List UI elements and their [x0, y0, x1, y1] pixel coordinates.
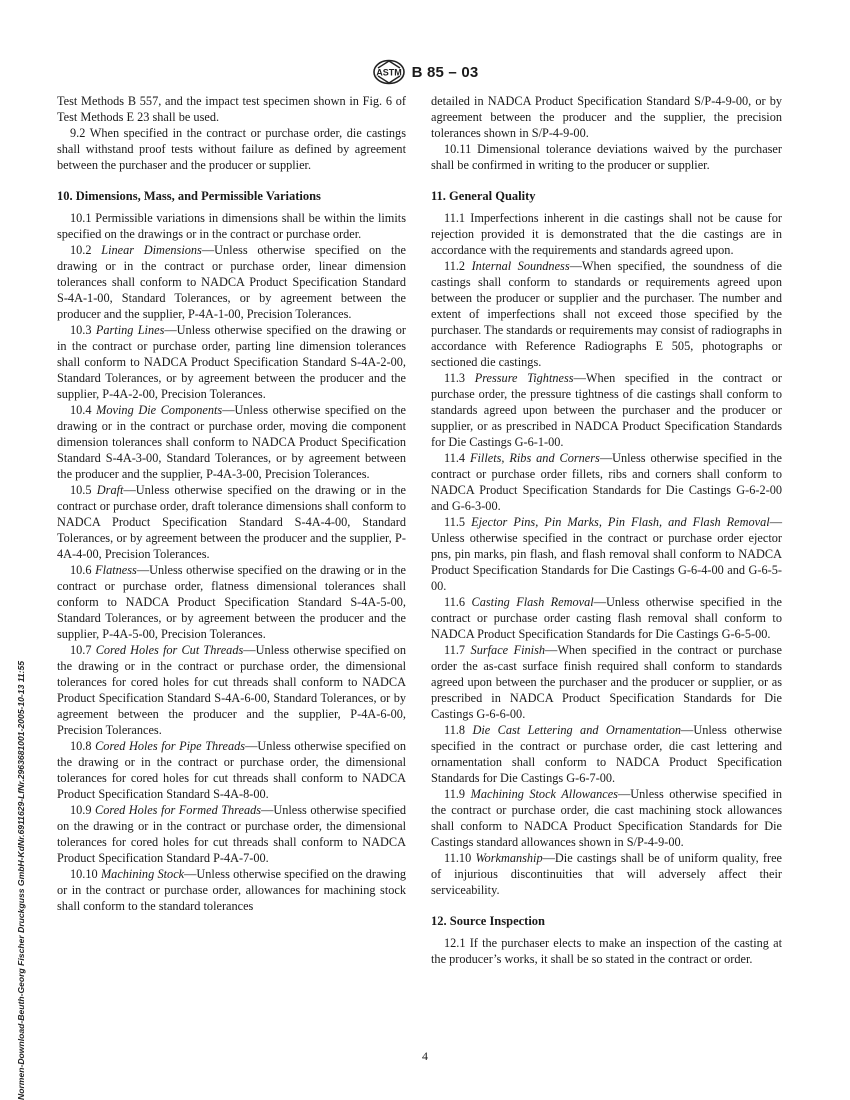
paragraph-12-1: 12.1 If the purchaser elects to make an inspection of the casting at the producer’s works, it shall be so stated in the contract or order.: [431, 936, 782, 966]
clause-body: —Unless otherwise specified in the contract or purchase order fillets, ribs and corners shall conform to NADCA Product Specification Standards for Die Castings G-6-2-00 and G-6-3-00.: [431, 451, 782, 513]
paragraph-11-6: [431, 594, 782, 642]
clause-title: Casting Flash Removal: [471, 595, 594, 609]
clause-title: Parting Lines: [95, 323, 165, 337]
clause-number: 11.9: [444, 787, 466, 801]
paragraph-11-8: [431, 722, 782, 786]
download-stamp: [12, 580, 26, 1100]
clause-number: 10.5: [70, 483, 92, 497]
page-header: [0, 58, 850, 86]
left-column: [57, 93, 406, 914]
clause-title: Internal Soundness: [471, 259, 570, 273]
clause-body: —Unless otherwise specified on the drawing or in the contract or purchase order, draft tolerance dimensions shall conform to NADCA Product Specification Standard S-4A-4-00, Standard Tolerances, or by agreement between the producer and the supplier, P-4A-4-00, Precision Tolerances.: [57, 483, 406, 561]
paragraph-11-2: [431, 258, 782, 370]
paragraph-10-5: [57, 482, 406, 562]
astm-logo-icon: [372, 59, 406, 85]
clause-title: Workmanship: [475, 851, 543, 865]
paragraph-11-9: [431, 786, 782, 850]
clause-number: 11.6: [444, 595, 466, 609]
clause-body: —When specified, the soundness of die castings shall conform to standards or requirements agreed upon between the producer or supplier and the purchaser. The number and extent of imperfections shall not exceed those specified by the purchaser. The standards or requirements may consist of radiographs in accordance with Reference Radiographs E 505, photographs or sectioned die castings.: [431, 259, 782, 369]
clause-number: 11.5: [444, 515, 466, 529]
clause-title: Die Cast Lettering and Ornamentation: [472, 723, 682, 737]
clause-body: —Unless otherwise specified on the drawing or in the contract or purchase order, the dimensional tolerances for cored holes for cut threads shall conform to NADCA Product Specification Standard S-4A-6-00, Standard Tolerances, or by agreement between the producer and the supplier, P-4A-6-00, Precision Tolerances.: [57, 643, 406, 737]
paragraph-10-3: [57, 322, 406, 402]
clause-body: —Unless otherwise specified in the contract or purchase order, die cast machining stock allowances shall conform to NADCA Product Specification Standards for Die Castings standard allowances shown in S/P-4-9-00.: [431, 787, 783, 849]
right-column: [431, 93, 782, 967]
clause-number: 10.8: [70, 739, 92, 753]
clause-body: —Unless otherwise specified on the drawing or in the contract or purchase order, parting line dimension tolerances shall conform to NADCA Product Specification Standard S-4A-2-00, Standard Tolerances, or by agreement between the producer and the supplier, P-4A-2-00, Precision Tolerances.: [57, 323, 407, 401]
clause-body: —Unless otherwise specified on the drawing or in the contract or purchase order, linear dimension tolerances shall conform to NADCA Product Specification Standard S-4A-1-00, Standard Tolerances, or by agreement between the producer and the supplier, P-4A-1-00, Precision Tolerances.: [57, 243, 406, 321]
clause-body: —Unless otherwise specified on the drawing or in the contract or purchase order, flatness dimensional tolerances shall conform to NADCA Product Specification Standard S-4A-5-00, Standard Tolerances, or by agreement between the producer and the supplier, P-4A-5-00, Precision Tolerances.: [57, 563, 406, 641]
page-number: 4: [422, 1049, 428, 1063]
clause-title: Pressure Tightness: [474, 371, 574, 385]
clause-number: 10.7: [70, 643, 92, 657]
clause-number: 11.7: [444, 643, 466, 657]
paragraph-10-4: [57, 402, 406, 482]
paragraph-11-5: [431, 514, 782, 594]
paragraph-11-1: 11.1 Imperfections inherent in die castings shall not be cause for rejection provided it is demonstrated that the die castings are in accordance with the requirements and standards agreed upon.: [431, 211, 782, 257]
clause-number: 10.4: [70, 403, 92, 417]
paragraph-9-2: 9.2 When specified in the contract or purchase order, die castings shall withstand proof tests without failure as defined by agreement between the purchaser and the producer or supplier.: [57, 126, 406, 172]
clause-title: Cored Holes for Cut Threads: [95, 643, 244, 657]
clause-body: —Unless otherwise specified in the contract or purchase order casting flash removal shall conform to NADCA Product Specification Standards for Die Castings G-6-5-00.: [431, 595, 782, 641]
paragraph-continuation: Test Methods B 557, and the impact test specimen shown in Fig. 6 of Test Methods E 23 shall be used.: [57, 94, 406, 124]
paragraph-10-7: [57, 642, 406, 738]
paragraph-11-10: [431, 850, 782, 898]
clause-title: Moving Die Components: [96, 403, 223, 417]
download-stamp-text: Normen-Download-Beuth-Georg Fischer Druckguss GmbH-KdNr.6911629-LfNr.2963681001-2005-10-13 11:55: [16, 660, 26, 1100]
paragraph-10-8: [57, 738, 406, 802]
section-heading-12: 12. Source Inspection: [431, 914, 546, 928]
svg-text:ASTM: ASTM: [375, 67, 402, 78]
clause-title: Surface Finish: [470, 643, 546, 657]
paragraph-10-9: [57, 802, 406, 866]
paragraph-11-4: [431, 450, 782, 514]
clause-body: —Die castings shall be of uniform quality, free of injurious discontinuities that will adversely affect their serviceability.: [431, 851, 782, 897]
paragraph-continuation: detailed in NADCA Product Specification Standard S/P-4-9-00, or by agreement between the producer and the supplier, the precision tolerances shown in S/P-4-9-00.: [431, 94, 782, 140]
section-heading-11: 11. General Quality: [431, 189, 536, 203]
paragraph-10-6: [57, 562, 406, 642]
clause-title: Ejector Pins, Pin Marks, Pin Flash, and Flash Removal: [471, 515, 770, 529]
paragraph-10-1: 10.1 Permissible variations in dimensions shall be within the limits specified on the drawings or in the contract or purchase order.: [57, 211, 406, 241]
clause-number: 10.10: [70, 867, 98, 881]
paragraph-11-3: [431, 370, 782, 450]
section-heading-10: 10. Dimensions, Mass, and Permissible Variations: [57, 189, 321, 203]
clause-number: 11.2: [444, 259, 466, 273]
clause-number: 10.2: [70, 243, 92, 257]
clause-body: —When specified in the contract or purchase order the as-cast surface finish required shall conform to standards agreed upon between the purchaser and the producer or supplier, or as prescribed in NADCA Product Specification Standards for Die Castings G-6-6-00.: [431, 643, 782, 721]
clause-number: 11.10: [444, 851, 472, 865]
clause-title: Cored Holes for Formed Threads: [95, 803, 262, 817]
clause-title: Machining Stock: [100, 867, 185, 881]
clause-body: —Unless otherwise specified in the contract or purchase order, die cast lettering and ornamentation shall conform to NADCA Product Specification Standards for Die Castings G-6-7-00.: [431, 723, 783, 785]
clause-number: 10.6: [70, 563, 92, 577]
paragraph-10-11: 10.11 Dimensional tolerance deviations waived by the purchaser shall be confirmed in writing to the producer or supplier.: [431, 142, 782, 172]
clause-number: 11.8: [444, 723, 466, 737]
clause-body: —Unless otherwise specified on the drawing or in the contract or purchase order, the dimensional tolerances for cored holes for cut threads shall conform to NADCA Product Specification Standard P-4A-7-00.: [57, 803, 406, 865]
clause-body: —Unless otherwise specified on the drawing or in the contract or purchase order, the dimensional tolerances for cored holes for cut threads shall conform to NADCA Product Specification Standard S-4A-8-00.: [57, 739, 407, 801]
clause-title: Linear Dimensions: [101, 243, 202, 257]
paragraph-10-10: [57, 866, 406, 914]
clause-title: Flatness: [95, 563, 137, 577]
paragraph-10-2: [57, 242, 406, 322]
clause-body: —Unless otherwise specified on the drawing or in the contract or purchase order, allowances for machining stock shall conform to the standard tolerances: [57, 867, 406, 913]
clause-body: —When specified in the contract or purchase order, the pressure tightness of die castings shall conform to standards agreed upon between the purchaser and the producer or supplier, or as prescribed in NADCA Product Specification Standards for Die Castings G-6-1-00.: [431, 371, 783, 449]
clause-number: 10.9: [70, 803, 92, 817]
clause-title: Cored Holes for Pipe Threads: [95, 739, 246, 753]
clause-number: 11.3: [444, 371, 466, 385]
clause-number: 10.3: [70, 323, 92, 337]
clause-number: 11.4: [444, 451, 466, 465]
clause-body: —Unless otherwise specified on the drawing or in the contract or purchase order, moving die component dimension tolerances shall conform to NADCA Product Specification Standard S-4A-3-00, Standard Tolerances, or by agreement between the producer and the supplier, P-4A-3-00, Precision Tolerances.: [57, 403, 406, 481]
paragraph-11-7: [431, 642, 782, 722]
clause-title: Draft: [96, 483, 124, 497]
clause-title: Machining Stock Allowances: [470, 787, 618, 801]
clause-title: Fillets, Ribs and Corners: [469, 451, 600, 465]
clause-body: —Unless otherwise specified in the contract or purchase order ejector pns, pin marks, pin flash, and flash removal shall conform to NADCA Product Specification Standards for Die Castings G-6-4-00 and G-6-5-00.: [431, 515, 782, 593]
standard-designation: B 85 – 03: [411, 63, 479, 81]
